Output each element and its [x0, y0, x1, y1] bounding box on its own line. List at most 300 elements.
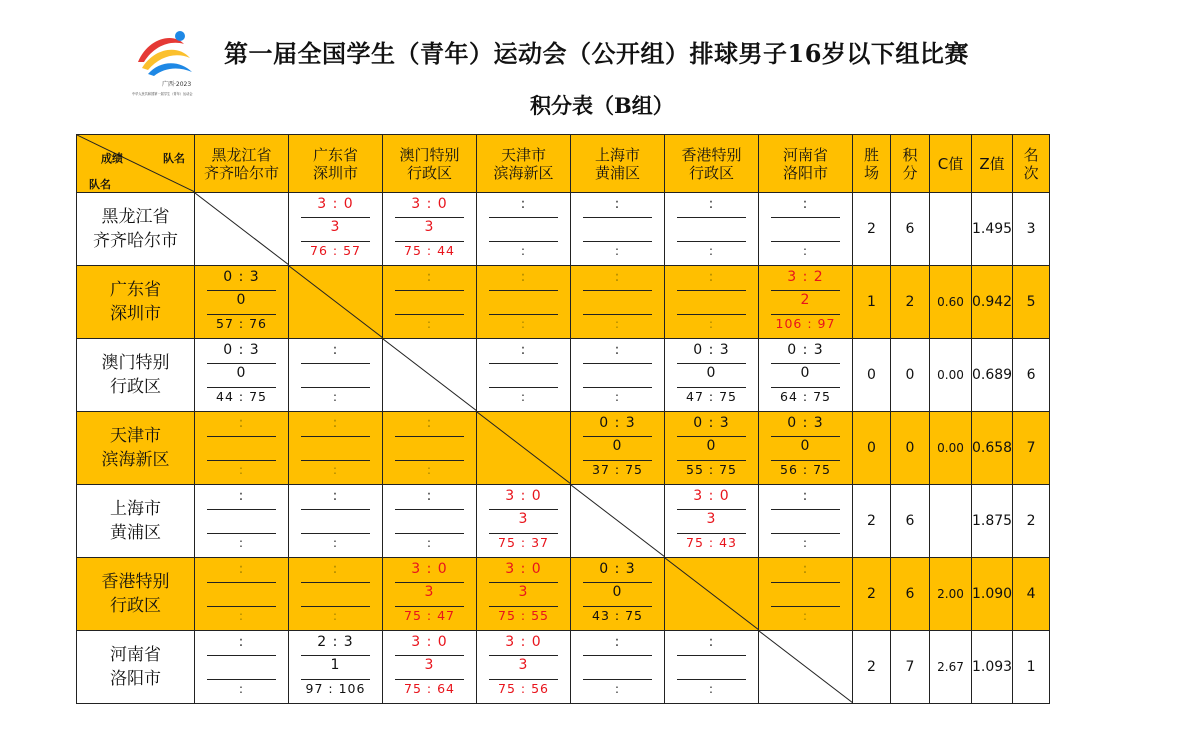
match-score: :	[426, 269, 433, 285]
column-header-team-1-line-2: 齐齐哈尔市	[203, 163, 279, 182]
corner-score-label: 成绩	[101, 152, 123, 165]
points-cell: 6	[891, 558, 930, 631]
divider	[301, 217, 370, 218]
divider	[771, 533, 840, 534]
match-points: 3	[330, 219, 341, 235]
row-team-name	[77, 485, 195, 558]
match-result-cell	[383, 193, 477, 266]
match-result-cell	[289, 339, 383, 412]
row-team-name-line-1: 香港特别	[101, 572, 170, 592]
match-score: 0 : 3	[693, 342, 730, 358]
match-points: 0	[706, 365, 717, 381]
match-score: 3 : 0	[411, 196, 448, 212]
match-ratio: :	[802, 608, 809, 623]
divider	[583, 363, 652, 364]
column-header-team-7-line-2: 洛阳市	[782, 163, 828, 182]
divider	[207, 655, 276, 656]
divider	[301, 679, 370, 680]
rank-cell: 5	[1013, 266, 1050, 339]
row-team-name-line-2: 齐齐哈尔市	[93, 231, 178, 251]
match-points: 0	[236, 365, 247, 381]
row-team-name-line-2: 行政区	[110, 377, 161, 397]
divider	[489, 387, 558, 388]
divider	[489, 582, 558, 583]
match-score: 2 : 3	[317, 634, 354, 650]
match-result-cell	[383, 631, 477, 704]
match-result-cell	[289, 485, 383, 558]
divider	[677, 436, 746, 437]
match-points: 2	[800, 292, 811, 308]
wins-cell: 0	[853, 339, 891, 412]
team-row	[77, 485, 1050, 558]
rank-cell: 3	[1013, 193, 1050, 266]
divider	[677, 655, 746, 656]
match-score: :	[238, 415, 245, 431]
divider	[583, 290, 652, 291]
match-points: 3	[518, 584, 529, 600]
column-header-team-4-line-2: 滨海新区	[493, 163, 554, 182]
match-result-cell	[383, 558, 477, 631]
column-header-c-value-line-1: C值	[937, 154, 964, 173]
divider	[771, 606, 840, 607]
diagonal-line	[383, 339, 477, 411]
match-result-cell	[383, 485, 477, 558]
match-score: :	[426, 415, 433, 431]
divider	[207, 460, 276, 461]
self-match-cell	[477, 412, 571, 485]
wins-cell: 0	[853, 412, 891, 485]
column-header-team-3-line-2: 行政区	[406, 163, 452, 182]
column-header-team-3	[383, 135, 477, 193]
row-team-name-line-1: 黑龙江省	[101, 207, 170, 227]
match-ratio: 75 : 64	[404, 681, 455, 696]
standings-table	[76, 134, 1050, 704]
match-ratio: :	[614, 681, 621, 696]
points-cell: 7	[891, 631, 930, 704]
divider	[771, 241, 840, 242]
match-ratio: :	[426, 535, 433, 550]
match-score: 0 : 3	[223, 269, 260, 285]
divider	[677, 290, 746, 291]
match-ratio: :	[426, 462, 433, 477]
match-ratio: 76 : 57	[310, 243, 361, 258]
match-result-cell	[289, 631, 383, 704]
match-result-cell	[571, 339, 665, 412]
row-team-name-line-2: 滨海新区	[101, 450, 170, 470]
match-score: :	[614, 634, 621, 650]
match-score: 0 : 3	[599, 561, 636, 577]
points-cell: 2	[891, 266, 930, 339]
z-value-cell: 1.093	[972, 631, 1013, 704]
match-points: 1	[330, 657, 341, 673]
divider	[301, 460, 370, 461]
divider	[771, 509, 840, 510]
page-subtitle: 积分表（B组）	[530, 93, 674, 118]
match-points: 3	[424, 584, 435, 600]
match-ratio: :	[332, 535, 339, 550]
column-header-team-4-line-1: 天津市	[500, 145, 546, 164]
match-score: :	[708, 634, 715, 650]
row-team-name	[77, 412, 195, 485]
match-ratio: 37 : 75	[592, 462, 643, 477]
match-result-cell	[665, 412, 759, 485]
column-header-team-4	[477, 135, 571, 193]
match-ratio: :	[520, 389, 527, 404]
match-score: 3 : 0	[505, 561, 542, 577]
divider	[677, 387, 746, 388]
divider	[301, 509, 370, 510]
divider	[489, 533, 558, 534]
page-title: 第一届全国学生（青年）运动会（公开组）排球男子16岁以下组比赛	[224, 39, 969, 68]
divider	[583, 582, 652, 583]
match-result-cell	[759, 193, 853, 266]
match-ratio: :	[520, 243, 527, 258]
divider	[489, 509, 558, 510]
match-score: :	[614, 342, 621, 358]
rank-cell: 1	[1013, 631, 1050, 704]
match-score: :	[238, 488, 245, 504]
divider	[395, 509, 464, 510]
divider	[489, 363, 558, 364]
z-value-cell: 0.689	[972, 339, 1013, 412]
divider	[395, 314, 464, 315]
team-row	[77, 631, 1050, 704]
self-match-cell	[665, 558, 759, 631]
match-score: 3 : 0	[505, 488, 542, 504]
match-score: 0 : 3	[693, 415, 730, 431]
divider	[207, 606, 276, 607]
match-ratio: 56 : 75	[780, 462, 831, 477]
divider	[395, 582, 464, 583]
row-team-name-line-1: 澳门特别	[101, 353, 170, 373]
divider	[771, 460, 840, 461]
divider	[583, 217, 652, 218]
match-result-cell	[665, 485, 759, 558]
match-score: 3 : 2	[787, 269, 824, 285]
divider	[489, 679, 558, 680]
self-match-cell	[195, 193, 289, 266]
column-header-team-2-line-1: 广东省	[312, 145, 358, 164]
team-row	[77, 558, 1050, 631]
match-ratio: 75 : 56	[498, 681, 549, 696]
match-ratio: :	[238, 535, 245, 550]
self-match-cell	[383, 339, 477, 412]
divider	[395, 217, 464, 218]
column-header-z-value-line-1: Z值	[979, 154, 1005, 173]
wins-cell: 2	[853, 558, 891, 631]
match-score: :	[802, 488, 809, 504]
divider	[395, 533, 464, 534]
divider	[207, 582, 276, 583]
divider	[677, 363, 746, 364]
divider	[301, 241, 370, 242]
match-points: 3	[518, 657, 529, 673]
match-result-cell	[289, 558, 383, 631]
z-value-cell: 1.090	[972, 558, 1013, 631]
match-result-cell	[477, 193, 571, 266]
self-match-cell	[571, 485, 665, 558]
divider	[301, 606, 370, 607]
column-header-team-5	[571, 135, 665, 193]
divider	[583, 314, 652, 315]
divider	[583, 679, 652, 680]
match-ratio: :	[802, 243, 809, 258]
match-score: 0 : 3	[599, 415, 636, 431]
match-score: :	[332, 415, 339, 431]
match-score: :	[332, 342, 339, 358]
match-result-cell	[477, 631, 571, 704]
diagonal-line	[571, 485, 665, 557]
row-team-name-line-1: 河南省	[110, 645, 161, 665]
column-header-points-line-1: 积	[902, 145, 918, 164]
match-result-cell	[195, 339, 289, 412]
match-ratio: 47 : 75	[686, 389, 737, 404]
match-points: 0	[612, 438, 623, 454]
match-score: :	[426, 488, 433, 504]
divider	[583, 241, 652, 242]
divider	[207, 509, 276, 510]
match-points: 3	[424, 219, 435, 235]
divider	[771, 363, 840, 364]
divider	[207, 387, 276, 388]
column-header-team-5-line-2: 黄浦区	[594, 163, 640, 182]
logo-caption-text: 中华人民共和国第一届学生（青年）运动会	[132, 92, 193, 96]
divider	[301, 363, 370, 364]
row-team-name	[77, 631, 195, 704]
divider	[301, 582, 370, 583]
match-result-cell	[477, 339, 571, 412]
match-result-cell	[383, 266, 477, 339]
match-score: :	[802, 196, 809, 212]
points-cell: 0	[891, 412, 930, 485]
divider	[395, 436, 464, 437]
divider	[489, 314, 558, 315]
match-score: :	[520, 342, 527, 358]
corner-team-label-side: 队名	[89, 178, 111, 191]
match-result-cell	[195, 631, 289, 704]
divider	[207, 533, 276, 534]
match-result-cell	[289, 193, 383, 266]
match-ratio: 57 : 76	[216, 316, 267, 331]
rank-cell: 4	[1013, 558, 1050, 631]
column-header-team-2	[289, 135, 383, 193]
divider	[301, 655, 370, 656]
rank-cell: 7	[1013, 412, 1050, 485]
match-points: 0	[236, 292, 247, 308]
row-team-name-line-1: 天津市	[110, 426, 161, 446]
self-match-cell	[759, 631, 853, 704]
column-header-rank-line-2: 次	[1023, 163, 1039, 182]
row-team-name-line-1: 广东省	[110, 280, 161, 300]
z-value-cell: 0.942	[972, 266, 1013, 339]
c-value-cell: 0.60	[930, 266, 972, 339]
divider	[677, 217, 746, 218]
wins-cell: 2	[853, 631, 891, 704]
match-ratio: 75 : 37	[498, 535, 549, 550]
match-result-cell	[665, 631, 759, 704]
match-ratio: :	[708, 243, 715, 258]
match-result-cell	[289, 412, 383, 485]
row-team-name	[77, 266, 195, 339]
match-score: :	[708, 196, 715, 212]
column-header-wins-line-2: 场	[863, 163, 879, 182]
match-result-cell	[477, 485, 571, 558]
divider	[583, 606, 652, 607]
match-ratio: 75 : 43	[686, 535, 737, 550]
match-points: 3	[424, 657, 435, 673]
match-ratio: 44 : 75	[216, 389, 267, 404]
divider	[583, 460, 652, 461]
match-score: :	[332, 561, 339, 577]
column-header-team-1	[195, 135, 289, 193]
column-header-team-6-line-2: 行政区	[688, 163, 734, 182]
row-team-name-line-2: 洛阳市	[110, 669, 161, 689]
match-result-cell	[571, 193, 665, 266]
diagonal-line	[665, 558, 759, 630]
match-result-cell	[195, 558, 289, 631]
match-score: :	[708, 269, 715, 285]
divider	[395, 679, 464, 680]
row-team-name	[77, 193, 195, 266]
divider	[771, 290, 840, 291]
divider	[489, 290, 558, 291]
divider	[489, 606, 558, 607]
points-cell: 6	[891, 193, 930, 266]
match-score: :	[520, 269, 527, 285]
column-header-rank-line-1: 名	[1023, 145, 1039, 164]
column-header-z-value	[972, 135, 1013, 193]
c-value-cell	[930, 485, 972, 558]
match-score: 0 : 3	[223, 342, 260, 358]
match-result-cell	[665, 193, 759, 266]
divider	[583, 387, 652, 388]
match-ratio: :	[426, 316, 433, 331]
c-value-cell	[930, 193, 972, 266]
match-ratio: :	[238, 608, 245, 623]
header-row	[77, 135, 1050, 193]
match-score: 0 : 3	[787, 415, 824, 431]
c-value-cell: 2.00	[930, 558, 972, 631]
match-ratio: :	[332, 608, 339, 623]
z-value-cell: 0.658	[972, 412, 1013, 485]
match-ratio: 75 : 47	[404, 608, 455, 623]
column-header-team-3-line-1: 澳门特别	[399, 145, 460, 164]
divider	[677, 509, 746, 510]
match-ratio: :	[614, 316, 621, 331]
c-value-cell: 0.00	[930, 339, 972, 412]
row-team-name-line-2: 行政区	[110, 596, 161, 616]
match-ratio: :	[238, 462, 245, 477]
divider	[207, 314, 276, 315]
games-logo	[118, 18, 216, 100]
column-header-team-7	[759, 135, 853, 193]
match-ratio: 43 : 75	[592, 608, 643, 623]
z-value-cell: 1.495	[972, 193, 1013, 266]
match-ratio: :	[708, 316, 715, 331]
match-result-cell	[665, 266, 759, 339]
match-result-cell	[195, 485, 289, 558]
match-score: :	[238, 634, 245, 650]
match-points: 0	[800, 365, 811, 381]
match-result-cell	[571, 558, 665, 631]
match-ratio: 55 : 75	[686, 462, 737, 477]
match-score: :	[614, 269, 621, 285]
divider	[395, 241, 464, 242]
divider	[583, 655, 652, 656]
divider	[489, 217, 558, 218]
wins-cell: 1	[853, 266, 891, 339]
match-result-cell	[759, 266, 853, 339]
self-match-cell	[289, 266, 383, 339]
team-row	[77, 412, 1050, 485]
wins-cell: 2	[853, 193, 891, 266]
match-score: :	[332, 488, 339, 504]
rank-cell: 2	[1013, 485, 1050, 558]
match-ratio: 75 : 44	[404, 243, 455, 258]
match-ratio: :	[614, 389, 621, 404]
divider	[771, 314, 840, 315]
column-header-points-line-2: 分	[902, 163, 918, 182]
match-result-cell	[759, 339, 853, 412]
column-header-points	[891, 135, 930, 193]
match-score: 0 : 3	[787, 342, 824, 358]
column-header-team-5-line-1: 上海市	[594, 145, 640, 164]
divider	[771, 217, 840, 218]
row-team-name-line-2: 深圳市	[110, 304, 161, 324]
divider	[301, 387, 370, 388]
row-team-name-line-1: 上海市	[110, 499, 161, 519]
diagonal-line	[759, 631, 853, 703]
divider	[395, 290, 464, 291]
match-result-cell	[759, 485, 853, 558]
column-header-team-7-line-1: 河南省	[782, 145, 828, 164]
match-score: 3 : 0	[411, 634, 448, 650]
corner-cell	[77, 135, 195, 193]
divider	[677, 314, 746, 315]
points-cell: 0	[891, 339, 930, 412]
row-team-name	[77, 558, 195, 631]
divider	[207, 679, 276, 680]
match-ratio: :	[332, 389, 339, 404]
match-result-cell	[195, 412, 289, 485]
divider	[583, 436, 652, 437]
column-header-team-6	[665, 135, 759, 193]
diagonal-line	[195, 193, 289, 265]
column-header-wins	[853, 135, 891, 193]
divider	[771, 436, 840, 437]
divider	[489, 655, 558, 656]
wins-cell: 2	[853, 485, 891, 558]
divider	[301, 436, 370, 437]
team-row	[77, 193, 1050, 266]
match-points: 3	[518, 511, 529, 527]
row-team-name	[77, 339, 195, 412]
match-ratio: :	[238, 681, 245, 696]
match-result-cell	[571, 412, 665, 485]
diagonal-line	[289, 266, 383, 338]
team-row	[77, 339, 1050, 412]
column-header-team-1-line-1: 黑龙江省	[211, 145, 272, 164]
divider	[677, 241, 746, 242]
z-value-cell: 1.875	[972, 485, 1013, 558]
rank-cell: 6	[1013, 339, 1050, 412]
match-score: :	[614, 196, 621, 212]
divider	[395, 606, 464, 607]
match-score: 3 : 0	[411, 561, 448, 577]
match-ratio: :	[614, 243, 621, 258]
c-value-cell: 2.67	[930, 631, 972, 704]
match-ratio: 97 : 106	[305, 681, 366, 696]
